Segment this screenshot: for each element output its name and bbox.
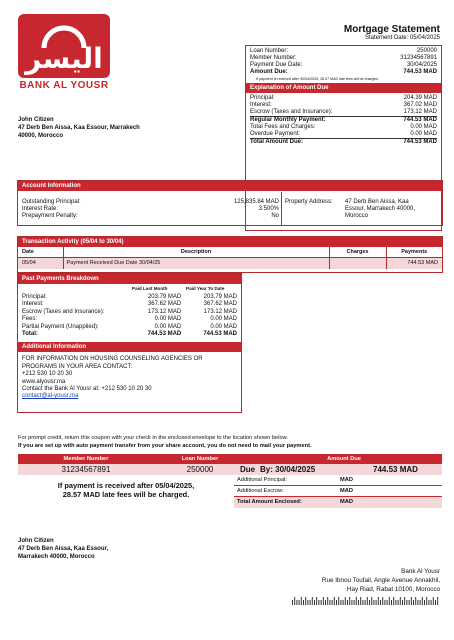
table-row: Principal: 203.79 MAD 203.79 MAD — [22, 294, 237, 300]
table-row: 05/04 Payment Received Due Date 30/04/25 744.53 MAD — [18, 257, 442, 269]
coupon-instructions — [18, 434, 312, 450]
explanation-row-interest: Interest: 367.02 MAD — [250, 102, 437, 108]
customer-name: John Citizen — [18, 117, 54, 123]
account-row-penalty: Prepayment Penalty: No — [22, 213, 279, 219]
coupon-header: Member Number Loan Number Amount Due — [18, 454, 442, 464]
additional-info-body: FOR INFORMATION ON HOUSING COUNSELING AGENCIES OR PROGRAMS IN YOUR AREA CONTACT: +212 530 10 20 30 www.alyousr.ma Contact the Bank Al Yousr at: +212 530 10 20 30 contact@al-yousr.ma — [18, 352, 241, 400]
coupon-due-label: Due — [240, 465, 256, 474]
explanation-row-escrow: Escrow (Taxes and Insurance): 173.12 MAD — [250, 109, 437, 115]
explanation-row-principal: Principal: 204.39 MAD — [250, 95, 437, 101]
mailing-line2: Marrakech 40000, Morocco — [18, 554, 95, 560]
transaction-table — [18, 247, 442, 269]
account-divider — [281, 192, 282, 225]
col-description: Description — [63, 247, 329, 257]
additional-contact: Contact the Bank Al Yousr at: +212 530 10 20 30 — [22, 386, 152, 393]
additional-info-header: Additional Information — [18, 342, 241, 352]
account-rows — [22, 199, 279, 220]
account-row-rate: Interest Rate: 3.500% — [22, 206, 279, 212]
summary-row-loan: Loan Number: 250000 — [250, 48, 437, 54]
coupon-late-warning: If payment is received after 05/04/2025, 28.57 MAD late fees will be charged. — [57, 481, 195, 499]
coupon-extra-rows — [234, 475, 442, 508]
table-row: Escrow (Taxes and Insurance): 173.12 MAD 173.12 MAD — [22, 308, 237, 315]
col-payments: Payments — [386, 247, 442, 257]
postal-barcode-icon — [292, 597, 440, 605]
explanation-rows — [246, 93, 441, 146]
transaction-header: Transaction Activity (05/04 to 30/04) — [18, 237, 442, 247]
past-payments-box — [17, 273, 242, 413]
explanation-row-overdue: Overdue Payment: 0.00 MAD — [250, 131, 437, 137]
coupon-instruction-line1: For prompt credit, return this coupon with your check in the enclosed envelope to the location shown below. — [18, 435, 288, 441]
account-row-principal: Outstanding Principal: 125,835.84 MAD — [22, 199, 279, 205]
coupon-member-number: 31234567891 — [61, 465, 111, 474]
mailing-line1: 47 Derb Ben Aissa, Kaa Essour, — [18, 546, 109, 552]
logo-badge — [18, 14, 110, 78]
bank-remit-line2: Hay Riad, Rabat 10100, Morocco — [346, 586, 440, 593]
property-label: Property Address: — [285, 199, 333, 205]
account-info-header: Account Information — [18, 181, 442, 191]
table-row: Fees: 0.00 MAD 0.00 MAD — [22, 316, 237, 323]
contact-email-link[interactable]: contact@al-yousr.ma — [22, 393, 79, 400]
coupon-due-date: By: 30/04/2025 — [260, 465, 316, 474]
coupon-row-additional-escrow[interactable]: Additional Escrow: MAD — [234, 486, 442, 497]
explanation-header: Explanation of Amount Due — [246, 83, 441, 93]
additional-website: www.alyousr.ma — [22, 378, 66, 385]
past-payments-header: Past Payments Breakdown — [18, 274, 241, 284]
customer-address — [18, 116, 140, 140]
logo-arabic-text: اليسر — [25, 41, 103, 75]
explanation-row-fees: Total Fees and Charges: 0.00 MAD — [250, 124, 437, 130]
summary-note: If payment is received after 30/04/2025, 28.57 MAD late fees will be charged. — [256, 77, 379, 81]
statement-title: Mortgage Statement — [343, 24, 440, 35]
mailing-name: John Citizen — [18, 538, 54, 544]
table-row: Interest: 367.62 MAD 367.62 MAD — [22, 301, 237, 308]
summary-row-member: Member Number: 31234567891 — [250, 55, 437, 61]
transaction-box — [17, 236, 443, 273]
payment-coupon — [18, 454, 442, 508]
bank-remit-line1: Rue Ibnou Toufail, Angle Avenue Annakhil, — [321, 577, 440, 584]
transaction-header-row — [18, 247, 442, 257]
account-info-box — [17, 180, 443, 226]
statement-date: Statement Date: 05/04/2025 — [364, 35, 440, 41]
bank-name: BANK AL YOUSR — [19, 80, 109, 91]
coupon-row-additional-principal[interactable]: Additional Principal: MAD — [234, 475, 442, 486]
bank-remit-address — [322, 567, 440, 594]
bank-logo — [18, 14, 110, 92]
summary-row-amount: Amount Due: 744.53 MAD — [250, 69, 437, 75]
col-charges: Charges — [329, 247, 386, 257]
coupon-instruction-line2: If you are set up with auto payment transfer from your share account, you do not need to mail your payment. — [18, 443, 312, 449]
table-row: Partial Payment (Unapplied): 0.00 MAD 0.00 MAD — [22, 323, 237, 330]
coupon-due-amount: 744.53 MAD — [373, 465, 418, 474]
coupon-loan-number: 250000 — [186, 465, 214, 474]
past-payments-rows — [18, 294, 241, 338]
coupon-values-row — [18, 464, 442, 475]
explanation-row-regular: Regular Monthly Payment: 744.53 MAD — [250, 117, 437, 123]
coupon-row-total-enclosed[interactable]: Total Amount Enclosed: MAD — [234, 497, 442, 508]
additional-phone: +212 530 10 20 30 — [22, 371, 73, 378]
mailing-address — [18, 537, 108, 561]
past-payments-col-headers: Paid Last Month Paid Year To Date — [132, 286, 225, 291]
summary-rows — [246, 46, 441, 82]
summary-row-due-date: Payment Due Date: 30/04/2025 — [250, 62, 437, 68]
col-date: Date — [18, 247, 63, 257]
customer-address-line1: 47 Derb Ben Aissa, Kaa Essour, Marrakech — [18, 125, 140, 131]
explanation-row-total: Total Amount Due: 744.53 MAD — [250, 139, 437, 145]
customer-address-line2: 40000, Morocco — [18, 133, 64, 139]
property-address: 47 Derb Ben Aissa, Kaa Essour, Marrakech 40000, Morocco — [345, 199, 416, 219]
bank-remit-name: Bank Al Yousr — [401, 568, 440, 575]
table-row: Total: 744.53 MAD 744.53 MAD — [22, 331, 237, 338]
